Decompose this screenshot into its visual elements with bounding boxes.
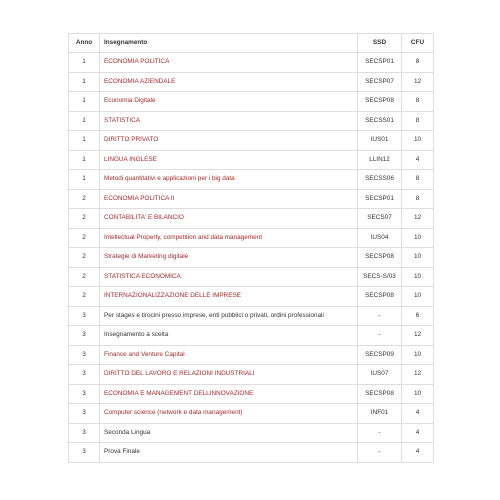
cell-ssd: SECSP01 <box>358 53 402 73</box>
cell-ssd: SECSP08 <box>358 248 402 268</box>
cell-anno: 3 <box>69 404 100 424</box>
table-row <box>69 345 434 365</box>
cell-cfu: 10 <box>402 345 434 365</box>
cell-cfu: 10 <box>402 384 434 404</box>
cell-ssd: LLIN12 <box>358 150 402 170</box>
cell-cfu: 12 <box>402 72 434 92</box>
cell-ssd: - <box>358 326 402 346</box>
cell-cfu: 10 <box>402 248 434 268</box>
cell-anno: 3 <box>69 384 100 404</box>
cell-anno: 1 <box>69 150 100 170</box>
cell-ssd: - <box>358 443 402 463</box>
cell-cfu: 10 <box>402 267 434 287</box>
cell-cfu: 10 <box>402 131 434 151</box>
cell-cfu: 6 <box>402 306 434 326</box>
course-link[interactable]: STATISTICA ECONOMICA <box>104 272 181 280</box>
cell-cfu: 8 <box>402 92 434 112</box>
cell-anno: 2 <box>69 228 100 248</box>
cell-ssd: SECSS06 <box>358 170 402 190</box>
courses-table <box>68 33 434 463</box>
table-row <box>69 228 434 248</box>
cell-anno: 2 <box>69 248 100 268</box>
courses-table-container <box>68 33 433 463</box>
cell-insegnamento <box>100 423 358 443</box>
cell-ssd: SECSP08 <box>358 287 402 307</box>
cell-anno: 1 <box>69 111 100 131</box>
course-label: Per stages e tirocini presso imprese, enti pubblici o privati, ordini professionali <box>104 311 324 319</box>
cell-ssd: SECSP08 <box>358 92 402 112</box>
cell-cfu: 8 <box>402 189 434 209</box>
cell-ssd: IUS04 <box>358 228 402 248</box>
course-link[interactable]: Intellectual Property, competition and data management <box>104 233 262 241</box>
cell-cfu: 4 <box>402 404 434 424</box>
cell-insegnamento <box>100 53 358 73</box>
cell-anno: 1 <box>69 92 100 112</box>
cell-anno: 2 <box>69 287 100 307</box>
cell-cfu: 4 <box>402 150 434 170</box>
cell-insegnamento <box>100 92 358 112</box>
cell-anno: 1 <box>69 72 100 92</box>
header-row <box>69 34 434 53</box>
course-link[interactable]: ECONOMIA POLITICA II <box>104 194 175 202</box>
cell-insegnamento <box>100 365 358 385</box>
cell-insegnamento <box>100 228 358 248</box>
cell-cfu: 10 <box>402 228 434 248</box>
cell-anno: 2 <box>69 189 100 209</box>
header-cfu: CFU <box>402 34 434 53</box>
course-link[interactable]: Finance and Venture Capital <box>104 350 185 358</box>
cell-cfu: 12 <box>402 326 434 346</box>
cell-cfu: 8 <box>402 53 434 73</box>
table-row <box>69 189 434 209</box>
course-link[interactable]: Strategie di Marketing digitale <box>104 253 189 260</box>
header-ssd: SSD <box>358 34 402 53</box>
cell-ssd: IUS01 <box>358 131 402 151</box>
course-label: Seconda Lingua <box>104 428 151 436</box>
course-label: Insegnamento a scelta <box>104 331 169 338</box>
cell-cfu: 4 <box>402 443 434 463</box>
cell-insegnamento <box>100 170 358 190</box>
table-row <box>69 365 434 385</box>
table-row <box>69 443 434 463</box>
cell-insegnamento <box>100 150 358 170</box>
cell-anno: 3 <box>69 443 100 463</box>
table-row <box>69 306 434 326</box>
cell-cfu: 12 <box>402 365 434 385</box>
course-link[interactable]: Economia Digitale <box>104 97 156 104</box>
table-row <box>69 287 434 307</box>
table-row <box>69 53 434 73</box>
cell-anno: 1 <box>69 131 100 151</box>
cell-insegnamento <box>100 306 358 326</box>
header-insegnamento: Insegnamento <box>100 34 358 53</box>
cell-ssd: SECS07 <box>358 209 402 229</box>
cell-anno: 1 <box>69 53 100 73</box>
cell-cfu: 8 <box>402 170 434 190</box>
course-link[interactable]: STATISTICA <box>104 116 140 124</box>
cell-cfu: 8 <box>402 111 434 131</box>
table-row <box>69 111 434 131</box>
course-link[interactable]: Computer science (network e data management) <box>104 409 243 416</box>
cell-anno: 3 <box>69 345 100 365</box>
course-link[interactable]: ECONOMIA POLITICA <box>104 58 170 65</box>
cell-ssd: SECS-S/03 <box>358 267 402 287</box>
cell-ssd: IUS07 <box>358 365 402 385</box>
course-link[interactable]: DIRITTO PRIVATO <box>104 136 159 143</box>
cell-ssd: - <box>358 306 402 326</box>
table-row <box>69 92 434 112</box>
table-row <box>69 384 434 404</box>
table-body <box>69 53 434 463</box>
cell-anno: 3 <box>69 326 100 346</box>
course-link[interactable]: Metodi quantitativi e applicazioni per i big data <box>104 175 235 182</box>
cell-insegnamento <box>100 209 358 229</box>
course-link[interactable]: ECONOMIA AZIENDALE <box>104 77 176 85</box>
table-row <box>69 150 434 170</box>
cell-cfu: 10 <box>402 287 434 307</box>
cell-ssd: INF01 <box>358 404 402 424</box>
cell-ssd: SECSP09 <box>358 345 402 365</box>
course-link[interactable]: ECONOMIA E MANAGEMENT DELLINNOVAZIONE <box>104 389 254 397</box>
cell-ssd: SECSP01 <box>358 189 402 209</box>
cell-insegnamento <box>100 248 358 268</box>
cell-anno: 3 <box>69 423 100 443</box>
cell-ssd: SECSP08 <box>358 384 402 404</box>
header-anno: Anno <box>69 34 100 53</box>
table-row <box>69 326 434 346</box>
table-row <box>69 248 434 268</box>
cell-anno: 1 <box>69 170 100 190</box>
cell-insegnamento <box>100 345 358 365</box>
table-row <box>69 404 434 424</box>
table-row <box>69 131 434 151</box>
cell-ssd: - <box>358 423 402 443</box>
cell-anno: 2 <box>69 267 100 287</box>
table-row <box>69 267 434 287</box>
cell-insegnamento <box>100 384 358 404</box>
course-link[interactable]: INTERNAZIONALIZZAZIONE DELLE IMPRESE <box>104 292 242 299</box>
table-row <box>69 423 434 443</box>
cell-insegnamento <box>100 404 358 424</box>
cell-insegnamento <box>100 72 358 92</box>
course-link[interactable]: DIRITTO DEL LAVORO E RELAZIONI INDUSTRIALI <box>104 370 255 377</box>
cell-anno: 2 <box>69 209 100 229</box>
cell-insegnamento <box>100 131 358 151</box>
course-label: Prova Finale <box>104 448 140 455</box>
cell-ssd: SECSS01 <box>358 111 402 131</box>
cell-ssd: SECSP07 <box>358 72 402 92</box>
cell-insegnamento <box>100 189 358 209</box>
cell-insegnamento <box>100 267 358 287</box>
course-link[interactable]: CONTABILITA' E BILANCIO <box>104 214 184 221</box>
course-link[interactable]: LINGUA INGLESE <box>104 155 157 163</box>
cell-insegnamento <box>100 287 358 307</box>
table-row <box>69 170 434 190</box>
cell-cfu: 4 <box>402 423 434 443</box>
cell-insegnamento <box>100 111 358 131</box>
cell-anno: 3 <box>69 365 100 385</box>
cell-cfu: 12 <box>402 209 434 229</box>
table-header <box>69 34 434 53</box>
table-row <box>69 209 434 229</box>
table-row <box>69 72 434 92</box>
cell-insegnamento <box>100 443 358 463</box>
cell-anno: 3 <box>69 306 100 326</box>
cell-insegnamento <box>100 326 358 346</box>
